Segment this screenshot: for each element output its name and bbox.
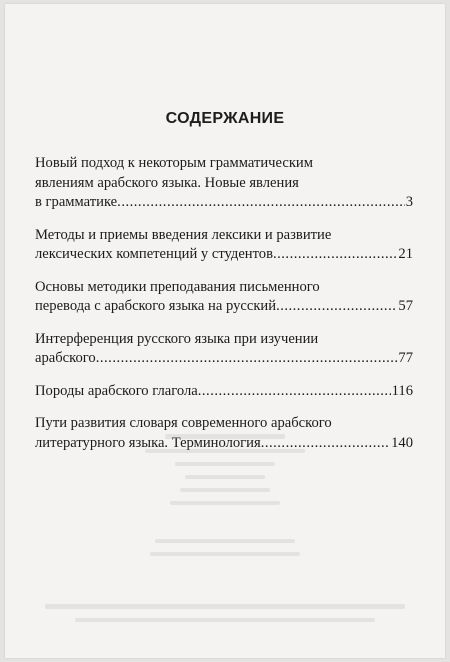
toc-page-number: 21 xyxy=(398,246,413,262)
dot-leader xyxy=(117,193,405,213)
toc-entry xyxy=(35,154,413,213)
toc-entry-last-line xyxy=(35,434,413,454)
book-page xyxy=(5,4,445,658)
toc-entry xyxy=(35,278,413,317)
toc-entry-line: Новый подход к некоторым грамматическим xyxy=(35,155,313,171)
dot-leader xyxy=(261,434,390,454)
toc-entry-last-line xyxy=(35,245,413,265)
toc-entry-line: лексических компетенций у студентов xyxy=(35,246,273,262)
toc-page-number: 77 xyxy=(398,350,413,366)
toc-entry-last-line xyxy=(35,193,413,213)
contents-heading: СОДЕРЖАНИЕ xyxy=(165,109,285,127)
toc-entry-line: Основы методики преподавания письменного xyxy=(35,278,320,295)
dot-leader xyxy=(96,349,398,369)
toc-entry xyxy=(35,382,413,402)
toc-entry-line: в грамматике xyxy=(35,194,118,210)
toc-entry-line: Пути развития словаря современного арабского xyxy=(35,415,332,431)
dot-leader xyxy=(198,382,391,402)
toc-page-number: 57 xyxy=(398,298,413,314)
toc-entry-line: литературного языка. Терминология xyxy=(35,434,261,451)
toc-entry-last-line xyxy=(35,349,413,369)
toc-page-number: 3 xyxy=(405,194,413,210)
toc-page-number: 140 xyxy=(391,434,413,451)
toc-entry xyxy=(35,330,413,369)
dot-leader xyxy=(276,297,397,317)
toc-page-number: 116 xyxy=(391,382,413,399)
dot-leader xyxy=(273,245,397,265)
table-of-contents xyxy=(35,154,413,466)
toc-entry xyxy=(35,414,413,453)
toc-entry-last-line xyxy=(35,382,413,402)
toc-entry-line: Интерференция русского языка при изучении xyxy=(35,330,319,347)
toc-entry-line: Методы и приемы введения лексики и развитие xyxy=(35,226,332,243)
toc-entry-line: перевода с арабского языка на русский xyxy=(35,298,277,314)
toc-entry-line: явлениям арабского языка. Новые явления xyxy=(35,174,299,191)
toc-entry-line: арабского xyxy=(35,350,96,366)
toc-entry-line: Породы арабского глагола xyxy=(35,382,198,399)
toc-entry xyxy=(35,226,413,265)
toc-entry-last-line xyxy=(35,297,413,317)
